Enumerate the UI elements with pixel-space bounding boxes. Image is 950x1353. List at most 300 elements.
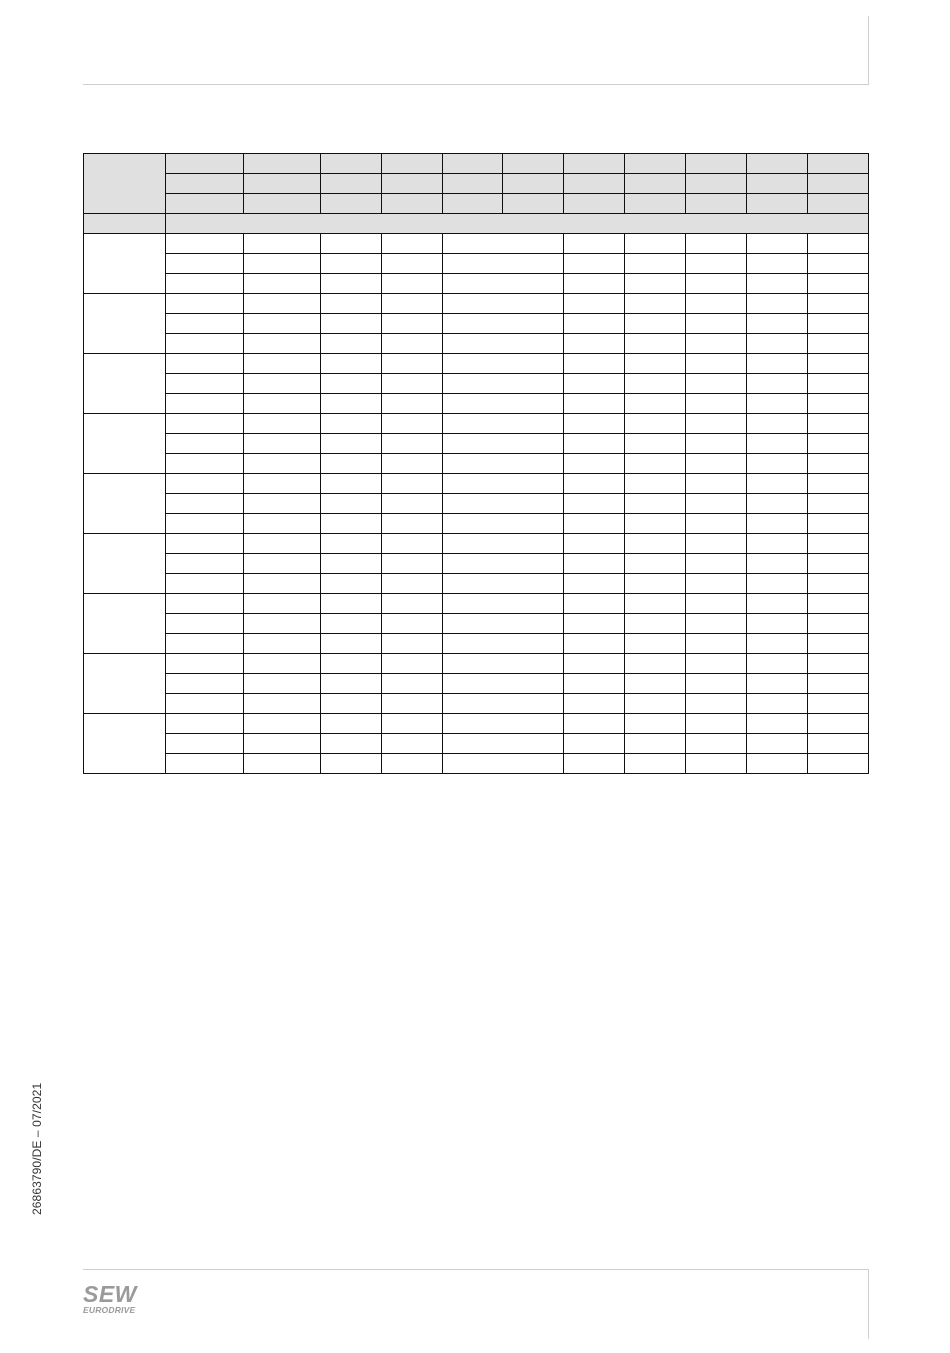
table-cell xyxy=(382,754,443,774)
table-cell xyxy=(443,494,564,514)
table-cell xyxy=(166,494,244,514)
group-label-cell xyxy=(84,534,166,594)
table-cell xyxy=(166,614,244,634)
table-cell xyxy=(166,654,244,674)
table-cell xyxy=(382,594,443,614)
table-cell xyxy=(686,394,747,414)
table-cell xyxy=(686,514,747,534)
table-row xyxy=(84,674,869,694)
table-cell xyxy=(166,274,244,294)
table-cell xyxy=(686,454,747,474)
table-cell xyxy=(166,694,244,714)
footer-rule xyxy=(83,1269,869,1270)
table-cell xyxy=(808,514,869,534)
table-cell xyxy=(244,314,321,334)
table-row xyxy=(84,334,869,354)
table-cell xyxy=(808,374,869,394)
table-cell xyxy=(321,534,382,554)
table-cell xyxy=(443,234,564,254)
data-table xyxy=(83,153,869,774)
table-cell xyxy=(625,574,686,594)
table-cell xyxy=(747,614,808,634)
table-cell xyxy=(321,714,382,734)
table-cell xyxy=(747,574,808,594)
table-row xyxy=(84,434,869,454)
table-cell xyxy=(625,654,686,674)
table-cell xyxy=(382,614,443,634)
logo-eurodrive-text: EURODRIVE xyxy=(83,1305,136,1315)
table-cell xyxy=(321,634,382,654)
group-label-cell xyxy=(84,414,166,474)
table-cell xyxy=(244,434,321,454)
table-row xyxy=(84,634,869,654)
table-cell xyxy=(244,634,321,654)
table-cell xyxy=(808,334,869,354)
table-cell xyxy=(564,354,625,374)
table-cell xyxy=(747,754,808,774)
table-cell xyxy=(321,754,382,774)
document-id: 26863790/DE – 07/2021 xyxy=(30,1082,44,1215)
table-cell xyxy=(443,554,564,574)
table-cell xyxy=(166,374,244,394)
table-row xyxy=(84,294,869,314)
table-cell xyxy=(382,314,443,334)
table-cell xyxy=(564,474,625,494)
table-cell xyxy=(166,734,244,754)
table-cell xyxy=(747,274,808,294)
group-label-cell xyxy=(84,354,166,414)
table-cell xyxy=(382,234,443,254)
table-cell xyxy=(808,254,869,274)
table-cell xyxy=(686,714,747,734)
table-cell xyxy=(321,334,382,354)
table-cell xyxy=(244,694,321,714)
table-cell xyxy=(166,334,244,354)
table-cell xyxy=(747,654,808,674)
table-cell xyxy=(747,354,808,374)
table-cell xyxy=(321,594,382,614)
table-row xyxy=(84,314,869,334)
table-row xyxy=(84,374,869,394)
table-cell xyxy=(382,254,443,274)
table-cell xyxy=(625,714,686,734)
table-cell xyxy=(244,354,321,374)
table-cell xyxy=(321,494,382,514)
table-cell xyxy=(443,634,564,654)
table-cell xyxy=(808,734,869,754)
table-cell xyxy=(808,714,869,734)
table-cell xyxy=(808,674,869,694)
table-cell xyxy=(564,374,625,394)
table-cell xyxy=(747,534,808,554)
table-cell xyxy=(625,534,686,554)
table-cell xyxy=(808,594,869,614)
table-cell xyxy=(166,574,244,594)
table-cell xyxy=(747,514,808,534)
table-cell xyxy=(382,714,443,734)
table-cell xyxy=(747,554,808,574)
table-cell xyxy=(686,354,747,374)
table-cell xyxy=(808,534,869,554)
table-cell xyxy=(321,374,382,394)
header-rule xyxy=(83,84,869,85)
table-cell xyxy=(686,654,747,674)
table-cell xyxy=(166,454,244,474)
table-cell xyxy=(166,514,244,534)
table-cell xyxy=(625,454,686,474)
table-cell xyxy=(321,514,382,534)
table-cell xyxy=(808,354,869,374)
table-cell xyxy=(321,234,382,254)
table-cell xyxy=(625,494,686,514)
table-cell xyxy=(808,754,869,774)
table-cell xyxy=(564,234,625,254)
table-cell xyxy=(564,534,625,554)
table-cell xyxy=(564,254,625,274)
table-cell xyxy=(244,594,321,614)
table-cell xyxy=(443,254,564,274)
table-row xyxy=(84,734,869,754)
table-cell xyxy=(625,394,686,414)
table-cell xyxy=(686,234,747,254)
table-cell xyxy=(382,394,443,414)
table-cell xyxy=(747,734,808,754)
table-cell xyxy=(443,514,564,534)
table-cell xyxy=(625,274,686,294)
table-row xyxy=(84,474,869,494)
table-cell xyxy=(382,274,443,294)
table-cell xyxy=(625,374,686,394)
table-row xyxy=(84,714,869,734)
table-row xyxy=(84,514,869,534)
table-cell xyxy=(564,434,625,454)
table-cell xyxy=(443,334,564,354)
table-cell xyxy=(244,394,321,414)
table-cell xyxy=(686,534,747,554)
table-row xyxy=(84,454,869,474)
table-cell xyxy=(443,694,564,714)
table-cell xyxy=(686,594,747,614)
table-cell xyxy=(443,294,564,314)
table-cell xyxy=(808,474,869,494)
table-cell xyxy=(808,494,869,514)
table-cell xyxy=(443,374,564,394)
table-cell xyxy=(686,434,747,454)
table-cell xyxy=(686,374,747,394)
table-cell xyxy=(382,354,443,374)
table-cell xyxy=(747,414,808,434)
table-cell xyxy=(747,394,808,414)
table-cell xyxy=(166,234,244,254)
table-cell xyxy=(808,574,869,594)
logo-sew-text: SEW xyxy=(83,1281,137,1307)
table-cell xyxy=(443,274,564,294)
table-cell xyxy=(244,334,321,354)
table-cell xyxy=(564,494,625,514)
table-cell xyxy=(808,614,869,634)
table-cell xyxy=(686,734,747,754)
table-cell xyxy=(321,454,382,474)
table-cell xyxy=(747,254,808,274)
table-cell xyxy=(382,734,443,754)
table-cell xyxy=(166,714,244,734)
table-row xyxy=(84,494,869,514)
table-cell xyxy=(443,654,564,674)
table-row xyxy=(84,274,869,294)
table-row xyxy=(84,594,869,614)
table-row xyxy=(84,414,869,434)
table-cell xyxy=(747,694,808,714)
table-cell xyxy=(686,494,747,514)
table-cell xyxy=(564,754,625,774)
table-cell xyxy=(808,694,869,714)
table-cell xyxy=(625,594,686,614)
footer-vertical-rule xyxy=(868,1269,869,1339)
group-label-cell xyxy=(84,234,166,294)
table-cell xyxy=(564,714,625,734)
table-cell xyxy=(382,454,443,474)
table-cell xyxy=(443,414,564,434)
table-cell xyxy=(625,614,686,634)
table-cell xyxy=(382,634,443,654)
table-cell xyxy=(564,334,625,354)
table-cell xyxy=(321,414,382,434)
table-cell xyxy=(747,714,808,734)
table-cell xyxy=(382,374,443,394)
table-cell xyxy=(808,294,869,314)
table-cell xyxy=(244,654,321,674)
table-cell xyxy=(166,634,244,654)
table-cell xyxy=(747,234,808,254)
table-cell xyxy=(166,414,244,434)
table-cell xyxy=(625,734,686,754)
table-cell xyxy=(443,394,564,414)
table-row xyxy=(84,354,869,374)
table-cell xyxy=(808,454,869,474)
group-label-cell xyxy=(84,654,166,714)
table-cell xyxy=(166,554,244,574)
table-cell xyxy=(166,254,244,274)
table-cell xyxy=(321,254,382,274)
table-cell xyxy=(625,694,686,714)
table-cell xyxy=(747,594,808,614)
group-label-cell xyxy=(84,474,166,534)
table-row xyxy=(84,694,869,714)
table-cell xyxy=(166,754,244,774)
table-cell xyxy=(244,574,321,594)
table-cell xyxy=(686,294,747,314)
table-cell xyxy=(625,634,686,654)
table-cell xyxy=(747,494,808,514)
table-cell xyxy=(686,574,747,594)
table-body xyxy=(84,154,869,774)
table-cell xyxy=(382,554,443,574)
table-cell xyxy=(166,294,244,314)
table-cell xyxy=(747,334,808,354)
table-cell xyxy=(625,554,686,574)
table-cell xyxy=(625,754,686,774)
table-cell xyxy=(564,634,625,654)
table-cell xyxy=(321,354,382,374)
table-cell xyxy=(244,254,321,274)
table-cell xyxy=(166,674,244,694)
table-cell xyxy=(686,314,747,334)
table-cell xyxy=(625,254,686,274)
table-cell xyxy=(564,674,625,694)
table-cell xyxy=(166,534,244,554)
table-cell xyxy=(321,614,382,634)
table-cell xyxy=(321,274,382,294)
table-cell xyxy=(321,674,382,694)
table-cell xyxy=(244,714,321,734)
table-cell xyxy=(382,494,443,514)
section-header-row xyxy=(84,214,869,234)
table-cell xyxy=(625,514,686,534)
table-cell xyxy=(166,594,244,614)
sew-eurodrive-logo xyxy=(83,1281,153,1318)
table-cell xyxy=(808,434,869,454)
table-cell xyxy=(443,354,564,374)
table-cell xyxy=(747,674,808,694)
table-cell xyxy=(244,474,321,494)
table-cell xyxy=(564,694,625,714)
table-cell xyxy=(443,534,564,554)
table-cell xyxy=(321,314,382,334)
table-cell xyxy=(625,314,686,334)
table-cell xyxy=(443,454,564,474)
table-cell xyxy=(747,634,808,654)
table-cell xyxy=(244,374,321,394)
table-cell xyxy=(443,574,564,594)
table-cell xyxy=(808,274,869,294)
table-cell xyxy=(564,314,625,334)
table-cell xyxy=(166,474,244,494)
table-cell xyxy=(382,474,443,494)
table-cell xyxy=(443,734,564,754)
table-cell xyxy=(747,314,808,334)
table-cell xyxy=(443,614,564,634)
table-cell xyxy=(808,394,869,414)
table-cell xyxy=(808,314,869,334)
table-row xyxy=(84,554,869,574)
table-cell xyxy=(382,654,443,674)
header-row xyxy=(84,154,869,174)
table-cell xyxy=(564,454,625,474)
table-cell xyxy=(321,574,382,594)
table-cell xyxy=(747,454,808,474)
table-cell xyxy=(382,574,443,594)
header-row xyxy=(84,174,869,194)
table-row xyxy=(84,254,869,274)
table-cell xyxy=(564,394,625,414)
table-cell xyxy=(244,734,321,754)
table-cell xyxy=(625,434,686,454)
group-label-cell xyxy=(84,594,166,654)
table-cell xyxy=(166,434,244,454)
table-cell xyxy=(443,594,564,614)
table-cell xyxy=(443,754,564,774)
table-cell xyxy=(244,454,321,474)
table-cell xyxy=(564,554,625,574)
header-vertical-rule xyxy=(868,16,869,85)
table-cell xyxy=(808,634,869,654)
table-cell xyxy=(244,234,321,254)
table-cell xyxy=(625,294,686,314)
table-row xyxy=(84,534,869,554)
table-cell xyxy=(166,314,244,334)
table-cell xyxy=(808,554,869,574)
table-cell xyxy=(321,434,382,454)
table-cell xyxy=(321,694,382,714)
table-cell xyxy=(321,554,382,574)
table-cell xyxy=(244,294,321,314)
table-row xyxy=(84,574,869,594)
table-cell xyxy=(244,754,321,774)
table-cell xyxy=(686,554,747,574)
table-cell xyxy=(166,394,244,414)
table-cell xyxy=(382,434,443,454)
table-cell xyxy=(382,694,443,714)
table-cell xyxy=(747,294,808,314)
table-cell xyxy=(244,514,321,534)
table-cell xyxy=(564,594,625,614)
table-cell xyxy=(244,414,321,434)
table-cell xyxy=(686,474,747,494)
table-cell xyxy=(443,474,564,494)
table-cell xyxy=(564,654,625,674)
table-cell xyxy=(625,674,686,694)
table-cell xyxy=(686,674,747,694)
table-cell xyxy=(244,614,321,634)
table-cell xyxy=(382,674,443,694)
table-cell xyxy=(244,494,321,514)
table-cell xyxy=(564,274,625,294)
table-cell xyxy=(686,694,747,714)
table-row xyxy=(84,654,869,674)
table-cell xyxy=(382,514,443,534)
table-cell xyxy=(564,614,625,634)
table-cell xyxy=(747,374,808,394)
table-cell xyxy=(321,654,382,674)
table-cell xyxy=(564,734,625,754)
table-cell xyxy=(382,534,443,554)
header-corner-cell xyxy=(84,154,166,214)
table-cell xyxy=(564,294,625,314)
table-cell xyxy=(382,334,443,354)
table-cell xyxy=(625,334,686,354)
table-cell xyxy=(244,534,321,554)
table-cell xyxy=(686,634,747,654)
table-cell xyxy=(625,474,686,494)
table-cell xyxy=(564,514,625,534)
table-cell xyxy=(625,354,686,374)
table-cell xyxy=(443,314,564,334)
table-cell xyxy=(686,254,747,274)
table-cell xyxy=(244,674,321,694)
table-cell xyxy=(808,414,869,434)
table-row xyxy=(84,234,869,254)
table-row xyxy=(84,614,869,634)
group-label-cell xyxy=(84,714,166,774)
table-cell xyxy=(686,334,747,354)
header-row xyxy=(84,194,869,214)
table-cell xyxy=(321,474,382,494)
table-cell xyxy=(686,414,747,434)
table-cell xyxy=(625,414,686,434)
table-cell xyxy=(686,754,747,774)
table-cell xyxy=(382,294,443,314)
table-cell xyxy=(443,674,564,694)
